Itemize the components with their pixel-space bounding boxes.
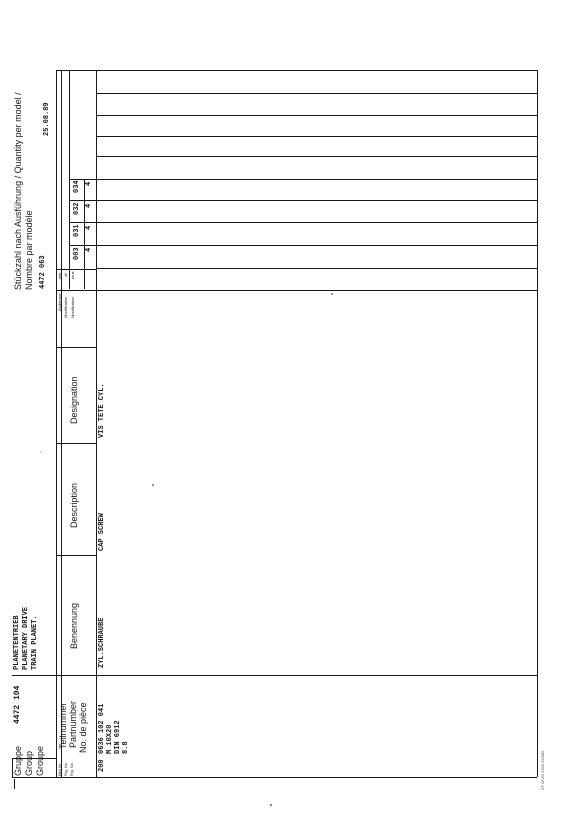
fig-no-cell: 200 bbox=[98, 759, 106, 772]
group-number: 4472 104 bbox=[13, 685, 22, 724]
quantity-003: 4 bbox=[85, 247, 93, 252]
title-line-fr: TRAIN PLANET. bbox=[31, 615, 39, 670]
column-header-benennung: Benennung bbox=[69, 602, 79, 649]
column-header-description: Description bbox=[69, 482, 79, 528]
scan-speck bbox=[40, 452, 41, 453]
group-label-en: Group bbox=[24, 750, 34, 776]
title-line-de: PLANETENTRIEB bbox=[13, 615, 21, 670]
quantity-title-line1: Stückzahl nach Ausführung / Quantity per model / bbox=[13, 92, 23, 290]
column-header-designation: Designation bbox=[69, 376, 79, 424]
group-label-fr: Groupe bbox=[35, 745, 45, 776]
model-column-032: 032 bbox=[73, 202, 81, 215]
title-line-en: PLANETARY DRIVE bbox=[22, 606, 30, 670]
model-number: 4472 063 bbox=[39, 255, 47, 289]
quantity-032: 4 bbox=[85, 203, 93, 208]
form-code: ZF 09.80 0306 25/080 bbox=[540, 750, 545, 790]
model-column-034: 034 bbox=[73, 180, 81, 193]
group-label-de: Gruppe bbox=[13, 745, 23, 776]
model-column-031: 031 bbox=[73, 224, 81, 237]
description-cell: CAP SCREW bbox=[98, 513, 106, 551]
quantity-034: 4 bbox=[85, 181, 93, 186]
benennung-cell: ZYL.SCHRAUBE bbox=[98, 617, 106, 668]
scan-speck bbox=[152, 484, 154, 486]
model-column-003: 003 bbox=[73, 247, 81, 260]
quantity-031: 4 bbox=[85, 225, 93, 230]
designation-cell: VIS TETE CYL. bbox=[98, 383, 106, 438]
parts-list-page: Gruppe Group Groupe 4472 104 PLANETENTRIEB PLANETARY DRIVE TRAIN PLANET. Stückzahl nach Ausführung / Quantity per model / Nombre par modèle 4472 063 25.08.89 Bild Nr. Fig. No. Fig. No. Teilnummer Partnumber No. de pièce Benennung Description Designation Änderung Modification Modification alle all tous 003 031 032 034 200 0636 102 041 M 10X20 DIN 6912 8.8 ZYL.SCHRAUBE CAP SCREW VIS TETE CYL. 4 4 4 4 ZF 09.80 0306 25/080 bbox=[0, 0, 585, 821]
scan-speck bbox=[270, 804, 272, 806]
scan-speck bbox=[331, 293, 333, 295]
quantity-title-line2: Nombre par modèle bbox=[24, 210, 34, 290]
date: 25.08.89 bbox=[43, 102, 51, 136]
